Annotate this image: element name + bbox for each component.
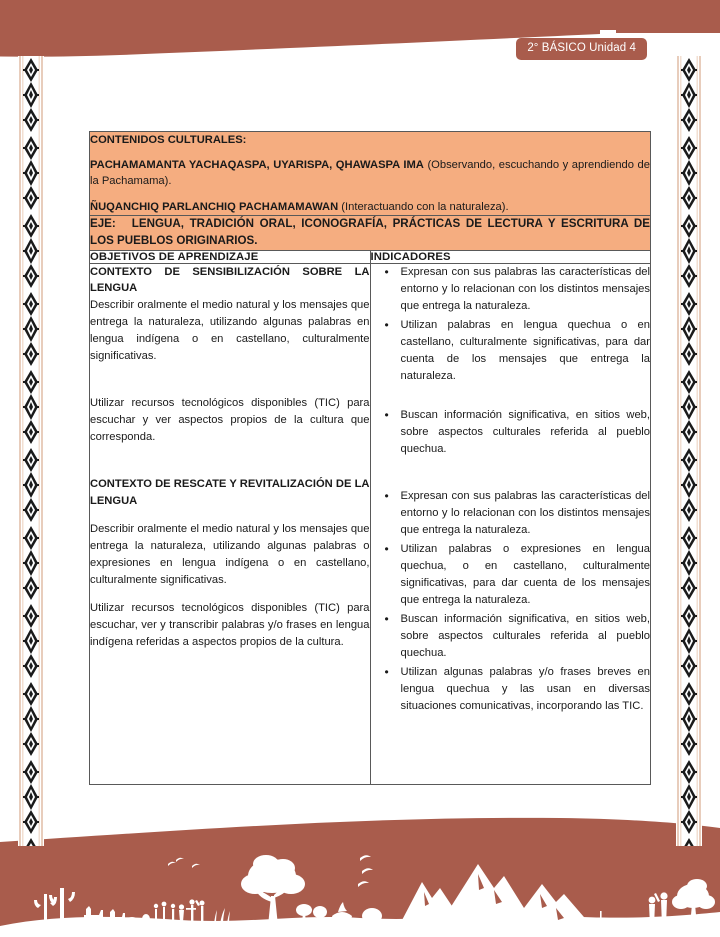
indicadores-group-1 <box>371 264 651 385</box>
learning-objectives-sheet <box>89 131 651 785</box>
cultural-contents-row <box>90 132 651 216</box>
objetivo-1-paragraph-2: Utilizar recursos tecnológicos disponibles (TIC) para escuchar y ver aspectos propios de la cultura que corresponda. <box>90 397 370 444</box>
left-textile-border <box>18 56 44 846</box>
list-item: • Utilizan algunas palabras y/o frases breves en lengua quechua y las usan en diversas situaciones comunicativas, incorporando las TIC. <box>401 664 651 715</box>
spacer <box>90 589 370 600</box>
objetivo-1-title: CONTEXTO DE SENSIBILIZACIÓN SOBRE LA LENGUA <box>90 265 370 295</box>
eje-cell <box>90 215 651 250</box>
cultural-item-2-quechua: ÑUQANCHIQ PARLANCHIQ PACHAMAMAWAN <box>90 200 339 213</box>
cultural-contents-heading <box>90 132 650 148</box>
spacer <box>371 387 651 407</box>
objetivo-2-paragraph-2: Utilizar recursos tecnológicos disponibles (TIC) para escuchar, ver y transcribir palabras y/o frases en lengua indígena referidas a aspectos propios de la cultura. <box>90 601 370 648</box>
bottom-decorative-landscape-band <box>0 816 720 932</box>
objetivo-1-paragraph-1: Describir oralmente el medio natural y los mensajes que entrega la naturaleza, utilizando algunas palabras en lengua indígena o en castellano, culturalmente significativas. <box>90 299 370 363</box>
list-item: • Expresan con sus palabras las características del entorno y lo relacionan con los distintos mensajes que entrega la naturaleza. <box>401 488 651 539</box>
indicadores-cell <box>370 263 651 784</box>
cultural-contents-item-2 <box>90 199 650 215</box>
right-textile-border <box>676 56 702 846</box>
indicadores-group-1b <box>371 407 651 458</box>
list-item: • Expresan con sus palabras las características del entorno y lo relacionan con los distintos mensajes que entrega la naturaleza. <box>401 264 651 315</box>
cultural-contents-heading-text: CONTENIDOS CULTURALES: <box>90 134 247 146</box>
list-item: • Utilizan palabras en lengua quechua o en castellano, culturalmente significativas, para dar cuenta de los mensajes que entrega la naturaleza. <box>401 317 651 385</box>
cultural-contents-item-1 <box>90 157 650 189</box>
objetivo-block-1 <box>90 264 370 447</box>
eje-text: LENGUA, TRADICIÓN ORAL, ICONOGRAFÍA, PRÁCTICAS DE LECTURA Y ESCRITURA DE LOS PUEBLOS ORIGINARIOS. <box>90 216 650 247</box>
spacer <box>90 446 370 476</box>
spacer <box>371 460 651 488</box>
eje-row <box>90 215 651 250</box>
objetivo-2-title: CONTEXTO DE RESCATE Y REVITALIZACIÓN DE LA LENGUA <box>90 478 370 508</box>
list-item: • Utilizan palabras o expresiones en lengua quechua, o en castellano, culturalmente significativas, para dar cuenta de los mensajes que entrega la naturaleza. <box>401 541 651 609</box>
list-item: • Buscan información significativa, en sitios web, sobre aspectos culturales referida al pueblo quechua. <box>401 407 651 458</box>
indicadores-group-2 <box>371 488 651 715</box>
cultural-item-1-quechua: PACHAMAMANTA YACHAQASPA, UYARISPA, QHAWASPA IMA <box>90 159 424 172</box>
column-header-objetivos: OBJETIVOS DE APRENDIZAJE <box>90 250 371 263</box>
column-header-indicadores: INDICADORES <box>370 250 651 263</box>
objetivo-block-2 <box>90 476 370 651</box>
cultural-contents-cell <box>90 132 651 216</box>
eje-label: EJE: <box>90 216 116 230</box>
content-row <box>90 263 651 784</box>
spacer <box>90 510 370 521</box>
cultural-item-2-translation: (Interactuando con la naturaleza). <box>338 200 509 213</box>
objectives-table <box>89 131 651 785</box>
cultural-item-1-translation: (Observando, escuchando y aprendiendo de la Pachamama). <box>90 159 650 188</box>
column-headers-row <box>90 250 651 263</box>
list-item: • Buscan información significativa, en sitios web, sobre aspectos culturales referida al pueblo quechua. <box>401 611 651 662</box>
objetivos-cell <box>90 263 371 784</box>
spacer <box>90 365 370 395</box>
objetivo-2-paragraph-1: Describir oralmente el medio natural y los mensajes que entrega la naturaleza, utilizando algunas palabras o expresiones en lengua indígena o en castellano, culturalmente significativas. <box>90 522 370 586</box>
unit-badge: 2° BÁSICO Unidad 4 <box>516 38 647 60</box>
